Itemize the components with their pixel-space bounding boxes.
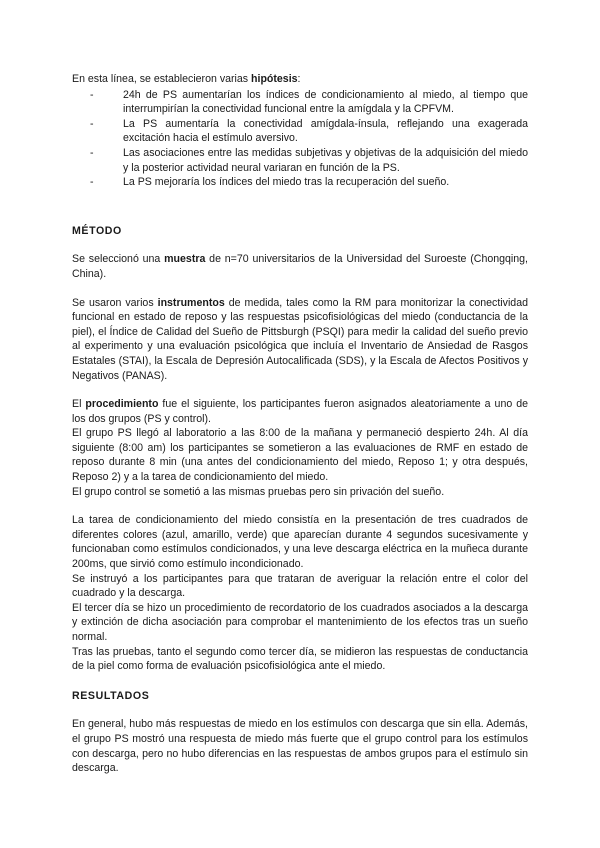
bullet-dash: - (90, 146, 94, 159)
instrumentos-paragraph (72, 296, 528, 384)
bullet-dash: - (90, 176, 94, 189)
tarea-paragraph-2: Se instruyó a los participantes para que trataran de averiguar la relación entre el color del cuadrado y la descarga. (72, 572, 528, 600)
grupo-control-paragraph: El grupo control se sometió a las mismas pruebas pero sin privación del sueño. (72, 485, 445, 498)
intro-text: En esta línea, se establecieron varias (72, 73, 252, 85)
procedimiento-text-after: fue el siguiente, los participantes fueron asignados aleatoriamente a uno de los dos grupos (PS y control). (72, 398, 528, 425)
section-heading-resultados: RESULTADOS (72, 689, 150, 702)
bullet-dash: - (90, 88, 94, 101)
hypothesis-text: Las asociaciones entre las medidas subjetivas y objetivas de la adquisición del miedo y la posterior actividad neural variaran en función de la PS. (123, 146, 528, 174)
instrumentos-keyword: instrumentos (157, 296, 225, 309)
hypotheses-list (72, 88, 528, 190)
tarea-paragraph-3: El tercer día se hizo un procedimiento de recordatorio de los cuadrados asociados a la descarga y extinción de dicha asociación para comprobar el mantenimiento de los efectos tras un sueño normal. (72, 601, 528, 643)
resultados-paragraph: En general, hubo más respuestas de miedo en los estímulos con descarga que sin ella. Además, el grupo PS mostró una respuesta de miedo más fuerte que el grupo control para los estímulos con descarga, pero no hubo diferencias en las respuestas de ambos grupos para el estímulo sin descarga. (72, 718, 528, 775)
hypothesis-text: La PS aumentaría la conectividad amígdala-ínsula, reflejando una exagerada excitación hacia el estímulo aversivo. (123, 117, 528, 145)
hypotheses-intro (72, 72, 528, 87)
hypothesis-text: La PS mejoraría los índices del miedo tras la recuperación del sueño. (123, 176, 450, 189)
procedimiento-keyword: procedimiento (85, 398, 159, 411)
procedimiento-paragraph (72, 397, 528, 426)
muestra-text-before: Se seleccionó una (72, 253, 165, 266)
tarea-paragraph-1: La tarea de condicionamiento del miedo consistía en la presentación de tres cuadrados de diferentes colores (azul, amarillo, verde) que aparecían durante 4 segundos sucesivamente y funcionaban como estímulos condicionados, y una leve descarga eléctrica en la muñeca durante 200ms, que sirvió como estímulo incondicionado. (72, 514, 528, 571)
section-heading-metodo: MÉTODO (72, 224, 122, 237)
grupo-ps-paragraph: El grupo PS llegó al laboratorio a las 8:00 de la mañana y permaneció despierto 24h. Al día siguiente (8:00 am) los participantes se sometieron a las evaluaciones de RMF en estado de reposo durante 8 min (una antes del condicionamiento del miedo, Reposo 1; y otra después, Reposo 2) y a la tarea de condicionamiento del miedo. (72, 427, 528, 484)
hipotesis-keyword: hipótesis (251, 73, 298, 85)
list-item (90, 88, 528, 117)
intro-colon: : (297, 73, 301, 85)
muestra-text-after: de n=70 universitarios de la Universidad del Suroeste (Chongqing, China). (72, 253, 528, 280)
list-item (90, 146, 528, 175)
list-item (90, 117, 528, 146)
muestra-paragraph (72, 252, 528, 281)
instrumentos-text-before: Se usaron varios (72, 296, 158, 309)
tarea-paragraph-4: Tras las pruebas, tanto el segundo como tercer día, se midieron las respuestas de conductancia de la piel como forma de evaluación psicofisiológica ante el miedo. (72, 645, 528, 673)
hypothesis-text: 24h de PS aumentarían los índices de condicionamiento al miedo, al tiempo que interrumpirían la conectividad funcional entre la amígdala y la CPFVM. (123, 88, 528, 116)
list-item (90, 175, 528, 190)
muestra-keyword: muestra (164, 253, 206, 266)
procedimiento-text-before: El (72, 398, 86, 411)
instrumentos-text-after: de medida, tales como la RM para monitorizar la conectividad funcional en estado de reposo y las respuestas psicofisiológicas del miedo (conductancia de la piel), el Índice de Calidad del Sueño de Pittsburgh (PSQI) para medir la calidad del sueño previo al experimento y una evaluación psicológica que incluía el Inventario de Ansiedad de Rasgos Estatales (STAI), la Escala de Depresión Autocalificada (SDS), y la Escala de Afectos Positivos y Negativos (PANAS). (72, 296, 528, 382)
bullet-dash: - (90, 117, 94, 130)
